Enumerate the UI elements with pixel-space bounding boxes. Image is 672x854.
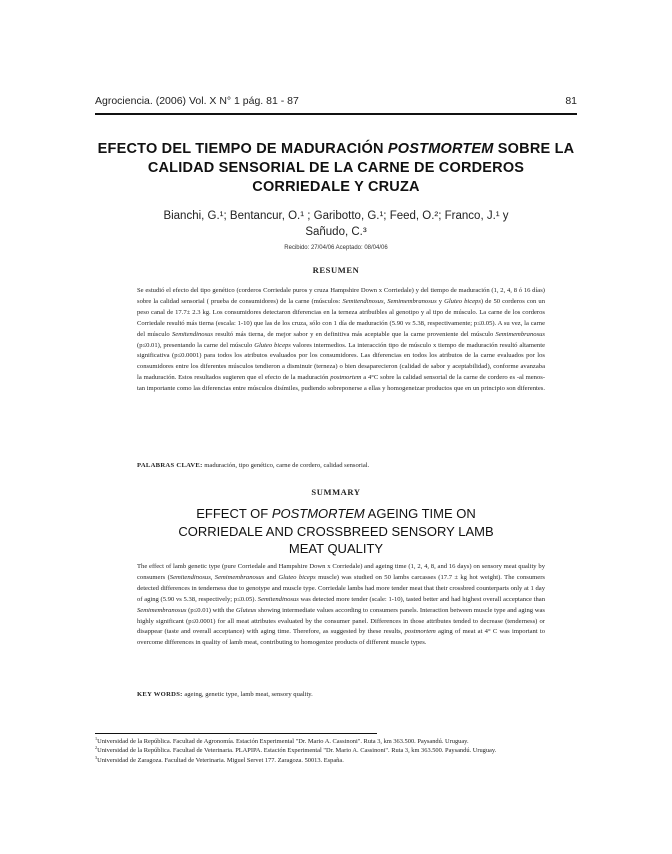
article-title (80, 140, 592, 197)
running-header (95, 95, 577, 111)
received-accepted-dates: Recibido: 27/04/06 Aceptado: 08/04/06 (284, 245, 388, 251)
resumen-heading: RESUMEN (312, 265, 360, 275)
footnote: $^3$Universidad de Zaragoza. Facultad de Veterinaria. Miguel Servet 177. Zaragoza. 50013. España. (95, 754, 344, 764)
key-words: KEY WORDS: ageing, genetic type, lamb meat, sensory quality. (137, 691, 313, 698)
english-title-line-2: CORRIEDALE AND CROSSBREED SENSORY LAMB (178, 523, 494, 539)
title-line-1: EFECTO DEL TIEMPO DE MADURACIÓN POSTMORTEM SOBRE LA (97, 141, 575, 157)
title-line-2: CALIDAD SENSORIAL DE LA CARNE DE CORDEROS (147, 160, 525, 176)
footnote: $^2$Universidad de la República. Facultad de Veterinaria. PLAPIPA. Estación Experimental "Dr. Mario A. Cassinoni". Ruta 3, km 363.500. Paysandú. Uruguay. (95, 745, 497, 755)
page-number: 81 (565, 95, 577, 107)
summary-heading: SUMMARY (311, 487, 361, 497)
footnotes (95, 737, 580, 765)
english-title-line-1: EFFECT OF POSTMORTEM AGEING TIME ON (196, 506, 476, 521)
footnote: $^1$Universidad de la República. Facultad de Agronomía. Estación Experimental "Dr. Mario A. Cassinoni". Ruta 3, km 363.500. Paysandú. Uruguay. (95, 735, 469, 745)
resumen-body: Se estudió el efecto del tipo genético (corderos Corriedale puros y cruza Hampshire Down x Corriedale) y del tiempo de maduración (1, 2, 4, 8 ó 16 días) sobre la calidad sensorial ( prueba de consumidores) de la carne (músculos: Semitendinosus, Semimembranosus y Gluteo biceps) de 50 corderos con un peso canal de 17.7± 2.3 kg. Los consumidores detectaron diferencias en la terneza atribuibles al genotipo y al tipo de músculo. La carne de los corderos Corriedale resultó más tierna (escala: 1-10) que las de los cruza, sólo con 1 día de maduración (5.90 vs 5.38, respectivamente; p≤0.05). A su vez, la carne del músculo Semitendinosus resultó más tierna, de mejor sabor y en definitiva más aceptable que la carne proveniente del músculo Semimembranosus (p≤0.01), presentando la carne del músculo Gluteo biceps valores intermedios. La interacción tipo de músculo x tiempo de maduración resultó altamente significativa (p≤0.0001) para todos los atributos evaluados por los consumidores. Las diferencias en todos los atributos de la carne evaluados por los consumidores entre los diferentes músculos tendieron a disminuir (terneza) o bien desaparecieron (calidad de sabor y aceptabilidad), conforme avanzaba la maduración. Estos resultados sugieren que el efecto de la maduración postmortem a 4°C sobre la calidad sensorial de la carne de cordero es -al menos- tan importante como las diferencias entre músculos disímiles, pudiendo sobreponerse a ellas y homogeneizar productos que en un principio son diferentes. (137, 287, 546, 393)
english-title (100, 505, 572, 558)
authors (140, 208, 532, 240)
palabras-clave: PALABRAS CLAVE: maduración, tipo genético, carne de cordero, calidad sensorial. (137, 462, 370, 469)
summary-body: The effect of lamb genetic type (pure Corriedale and Hampshire Down x Corriedale) and ageing time (1, 2, 4, 8, and 16 days) on sensory meat quality by consumers (Semitendinosus, Semimembranosus and Gluteo biceps muscle) was studied on 50 lambs carcasses (17.7 ± kg hot weight). The consumers detected differences in tenderness due to genotype and muscle type. Corriedale lambs had more tender meat that their crossbred counterparts only at 1 day of aging (5.90 vs 5.38, respectively; p≤0.05). Semitendinosus was detected more tender (scale: 1-10), tasted better and had highest overall acceptance than Semimembranosus (p≤0.01) with the Gluteus showing intermediate values according to consumers panels. Interaction between muscle type and aging was highly significant (p≤0.0001) for all meat attributes evaluated by the consumer panel. Differences in those attributes tended to decrease (tenderness) or disappear (taste and overall acceptance) with aging time. Therefore, as suggested by these results, postmortem aging of meat at 4° C was important to overcome differences in quality of lamb meat, contributing to homogenize products of different muscle types. (137, 563, 546, 647)
footnote-rule (95, 733, 377, 734)
title-line-3: CORRIEDALE Y CRUZA (252, 179, 420, 195)
journal-citation: Agrociencia. (2006) Vol. X N° 1 pág. 81 - 87 (95, 95, 299, 107)
header-rule (95, 113, 577, 115)
english-title-line-3: MEAT QUALITY (288, 541, 384, 556)
authors-line-2: Sañudo, C.³ (305, 226, 367, 238)
authors-line-1: Bianchi, G.¹; Bentancur, O.¹ ; Garibotto, G.¹; Feed, O.²; Franco, J.¹ y (163, 210, 509, 222)
